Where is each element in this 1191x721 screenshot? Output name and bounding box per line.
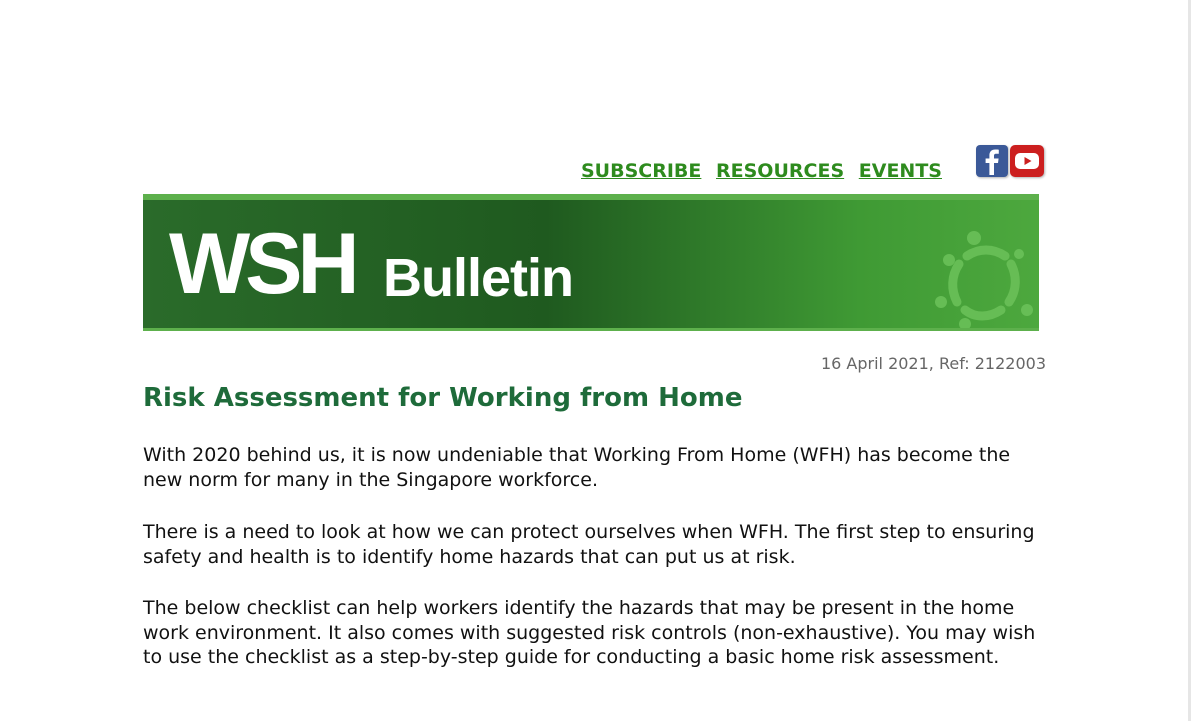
facebook-icon[interactable] (976, 145, 1008, 177)
social-links (976, 145, 1044, 177)
wsh-logo-icon (919, 214, 1039, 329)
banner-bulletin-text: Bulletin (383, 248, 573, 308)
article-paragraph-2: There is a need to look at how we can protect ourselves when WFH. The first step to ensuring safety and health is to identify home hazards that can put us at risk. (143, 521, 1035, 568)
youtube-glyph (1014, 151, 1040, 171)
article-paragraph-3: The below checklist can help workers identify the hazards that may be present in the home work environment. It also comes with suggested risk controls (non-exhaustive). You may wish to use the checklist as a step-by-step guide for conducting a basic home risk assessment. (143, 597, 1036, 668)
wsh-bulletin-banner (143, 194, 1039, 331)
subscribe-link[interactable]: SUBSCRIBE (581, 160, 702, 182)
facebook-glyph (976, 145, 1008, 177)
banner-bottom-stripe (143, 328, 1039, 331)
resources-link[interactable]: RESOURCES (716, 160, 845, 182)
article-paragraph-1: With 2020 behind us, it is now undeniable that Working From Home (WFH) has become the new norm for many in the Singapore workforce. (143, 444, 1011, 491)
youtube-icon[interactable] (1010, 145, 1044, 177)
article-title: Risk Assessment for Working from Home (143, 383, 743, 413)
banner-wsh-text: WSH (169, 216, 355, 312)
events-link[interactable]: EVENTS (858, 160, 942, 182)
date-reference: 16 April 2021, Ref: 2122003 (820, 354, 1046, 373)
top-nav (581, 160, 950, 182)
banner-top-stripe (143, 194, 1039, 200)
